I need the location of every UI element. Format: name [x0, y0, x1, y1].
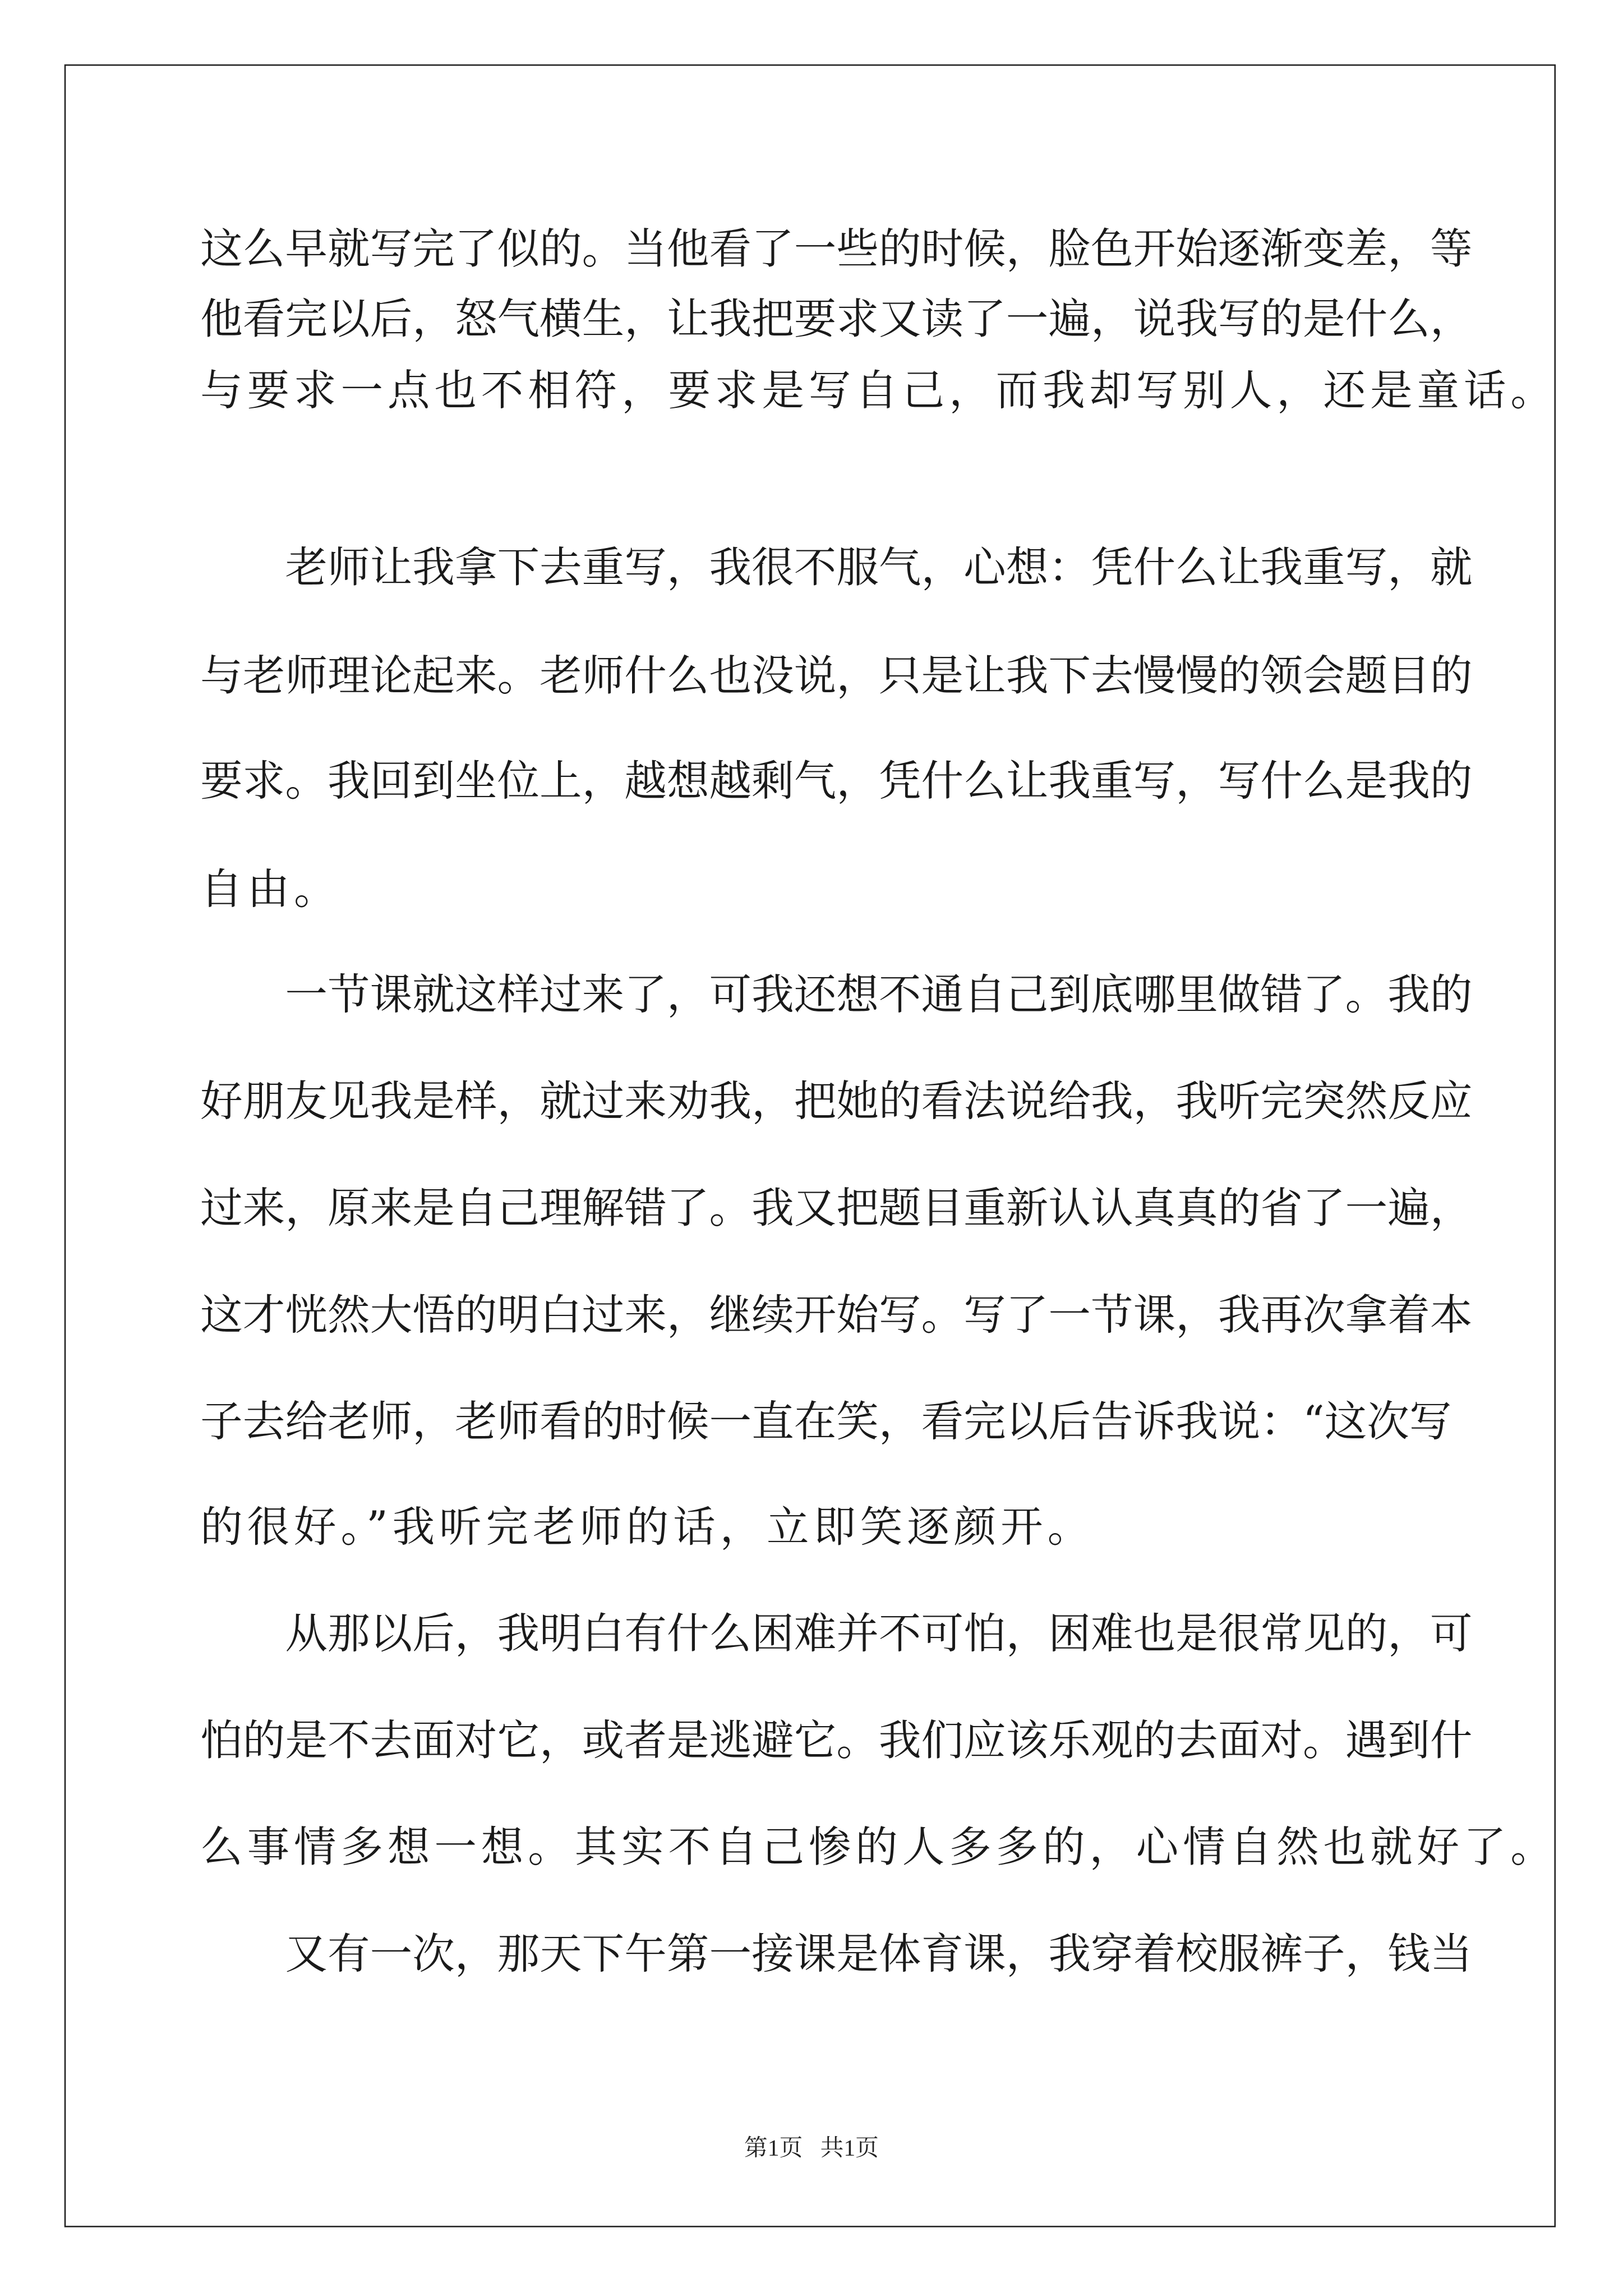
- text-line: 一节课就这样过来了，可我还想不通自己到底哪里做错了。我的: [285, 969, 1473, 1020]
- text-line: 怕的是不去面对它，或者是逃避它。我们应该乐观的去面对。遇到什: [200, 1715, 1473, 1765]
- text-line: 又有一次，那天下午第一接课是体育课，我穿着校服裤子，钱当: [285, 1929, 1473, 1979]
- text-line: 自由。: [200, 864, 341, 914]
- text-line: 要求。我回到坐位上，越想越剩气，凭什么让我重写，写什么是我的: [200, 756, 1473, 806]
- text-line: 这么早就写完了似的。当他看了一些的时候，脸色开始逐渐变差，等: [200, 223, 1473, 274]
- text-line: 好朋友见我是样，就过来劝我，把她的看法说给我，我听完突然反应: [200, 1076, 1473, 1126]
- text-line: 这才恍然大悟的明白过来，继续开始写。写了一节课，我再次拿着本: [200, 1290, 1473, 1340]
- text-line: 么事情多想一想。其实不自己惨的人多多的，心情自然也就好了。: [200, 1822, 1557, 1872]
- text-line: 子去给老师，老师看的时候一直在笑，看完以后告诉我说：“这次写: [200, 1396, 1452, 1447]
- text-line: 老师让我拿下去重写，我很不服气，心想：凭什么让我重写，就: [285, 542, 1473, 592]
- text-line: 从那以后，我明白有什么困难并不可怕，困难也是很常见的，可: [285, 1608, 1473, 1659]
- text-line: 的很好。”我听完老师的话，立即笑逐颜开。: [200, 1502, 1095, 1552]
- text-line: 过来，原来是自己理解错了。我又把题目重新认认真真的省了一遍，: [200, 1183, 1473, 1233]
- text-line: 与要求一点也不相符，要求是写自己，而我却写别人，还是童话。: [200, 365, 1557, 416]
- text-line: 他看完以后，怒气横生，让我把要求又读了一遍，说我写的是什么，: [200, 294, 1473, 344]
- text-line: 与老师理论起来。老师什么也没说，只是让我下去慢慢的领会题目的: [200, 651, 1473, 701]
- page-footer: 第1页 共1页: [744, 2136, 879, 2162]
